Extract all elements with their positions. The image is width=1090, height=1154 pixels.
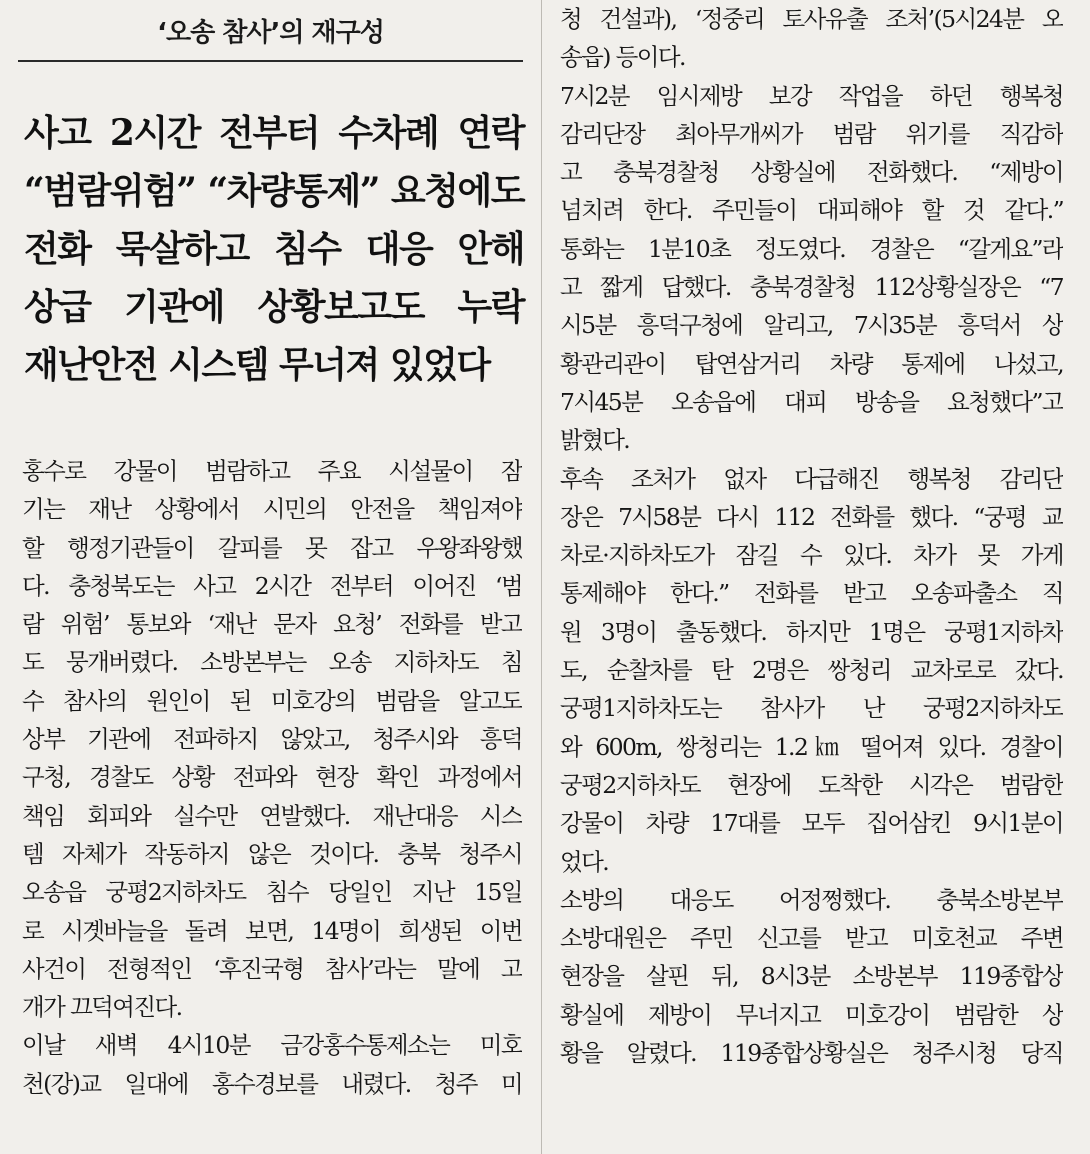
body-line: 와 600m, 쌍청리는 1.2㎞ 떨어져 있다. 경찰이	[560, 732, 1063, 761]
body-line: 밝혔다.	[560, 426, 630, 455]
body-line: 황을 알렸다. 119종합상황실은 청주시청 당직	[560, 1039, 1063, 1068]
article-body-left	[22, 452, 522, 1103]
body-line: 사건이 전형적인 ‘후진국형 참사’라는 말에 고	[22, 954, 522, 983]
body-line: 템 자체가 작동하지 않은 것이다. 충북 청주시	[22, 839, 522, 868]
body-line: 장은 7시58분 다시 112 전화를 했다. “궁평 교	[560, 502, 1063, 531]
body-line: 감리단장 최아무개씨가 범람 위기를 직감하	[560, 119, 1063, 148]
body-line: 궁평2지하차도 현장에 도착한 시각은 범람한	[560, 770, 1063, 799]
body-line: 원 3명이 출동했다. 하지만 1명은 궁평1지하차	[560, 617, 1063, 646]
body-line: 고 충북경찰청 상황실에 전화했다. “제방이	[560, 158, 1063, 187]
body-line: 후속 조처가 없자 다급해진 행복청 감리단	[560, 464, 1063, 493]
body-line: 었다.	[560, 847, 609, 876]
body-line: 7시45분 오송읍에 대피 방송을 요청했다”고	[560, 387, 1063, 416]
body-line: 소방대원은 주민 신고를 받고 미호천교 주변	[560, 924, 1063, 953]
body-line: 황관리관이 탑연삼거리 차량 통제에 나섰고,	[560, 349, 1063, 378]
section-divider	[18, 60, 523, 62]
body-line: 상부 기관에 전파하지 않았고, 청주시와 흥덕	[22, 725, 522, 754]
body-line: 수 참사의 원인이 된 미호강의 범람을 알고도	[22, 686, 522, 715]
body-line: 강물이 차량 17대를 모두 집어삼킨 9시1분이	[560, 809, 1063, 838]
body-line: 책임 회피와 실수만 연발했다. 재난대응 시스	[22, 801, 522, 830]
body-line: 개가 끄덕여진다.	[22, 993, 182, 1022]
body-line: 도, 순찰차를 탄 2명은 쌍청리 교차로로 갔다.	[560, 656, 1063, 685]
body-line: 기는 재난 상황에서 시민의 안전을 책임져야	[22, 495, 522, 524]
body-line: 소방의 대응도 어정쩡했다. 충북소방본부	[560, 885, 1063, 914]
body-line: 다. 충청북도는 사고 2시간 전부터 이어진 ‘범	[22, 571, 522, 600]
left-column	[18, 0, 528, 1154]
section-label: ‘오송 참사’의 재구성	[157, 18, 384, 48]
headline-line: 사고 2시간 전부터 수차례 연락	[24, 112, 524, 154]
body-line: 차로·지하차도가 잠길 수 있다. 차가 못 가게	[560, 541, 1063, 570]
headline	[24, 104, 524, 394]
body-line: 람 위험’ 통보와 ‘재난 문자 요청’ 전화를 받고	[22, 610, 522, 639]
headline-line: 상급 기관에 상황보고도 누락	[24, 286, 524, 328]
body-line: 통제해야 한다.” 전화를 받고 오송파출소 직	[560, 579, 1063, 608]
body-line: 이날 새벽 4시10분 금강홍수통제소는 미호	[22, 1031, 522, 1060]
body-line: 도 뭉개버렸다. 소방본부는 오송 지하차도 침	[22, 648, 522, 677]
body-line: 현장을 살핀 뒤, 8시3분 소방본부 119종합상	[560, 962, 1063, 991]
body-line: 넘치려 한다. 주민들이 대피해야 할 것 같다.”	[560, 196, 1063, 225]
headline-line: 전화 묵살하고 침수 대응 안해	[24, 228, 524, 270]
body-line: 송읍) 등이다.	[560, 43, 685, 72]
headline-line: “범람위험” “차량통제” 요청에도	[24, 170, 524, 212]
body-line: 7시2분 임시제방 보강 작업을 하던 행복청	[560, 81, 1063, 110]
body-line: 오송읍 궁평2지하차도 침수 당일인 지난 15일	[22, 878, 522, 907]
column-divider	[541, 0, 542, 1154]
body-line: 고 짧게 답했다. 충북경찰청 112상황실장은 “7	[560, 273, 1063, 302]
body-line: 할 행정기관들이 갈피를 못 잡고 우왕좌왕했	[22, 533, 522, 562]
headline-line: 재난안전 시스템 무너져 있었다	[24, 344, 490, 386]
article-body-right	[560, 0, 1063, 1072]
body-line: 시5분 흥덕구청에 알리고, 7시35분 흥덕서 상	[560, 311, 1063, 340]
body-line: 홍수로 강물이 범람하고 주요 시설물이 잠	[22, 457, 522, 485]
body-line: 청 건설과), ‘정중리 토사유출 조처’(5시24분 오	[560, 5, 1063, 33]
body-line: 천(강)교 일대에 홍수경보를 내렸다. 청주 미	[22, 1069, 522, 1098]
body-line: 궁평1지하차도는 참사가 난 궁평2지하차도	[560, 694, 1063, 723]
body-line: 통화는 1분10초 정도였다. 경찰은 “갈게요”라	[560, 234, 1063, 263]
body-line: 황실에 제방이 무너지고 미호강이 범람한 상	[560, 1000, 1063, 1029]
body-line: 로 시곗바늘을 돌려 보면, 14명이 희생된 이번	[22, 916, 522, 945]
body-line: 구청, 경찰도 상황 전파와 현장 확인 과정에서	[22, 763, 522, 792]
